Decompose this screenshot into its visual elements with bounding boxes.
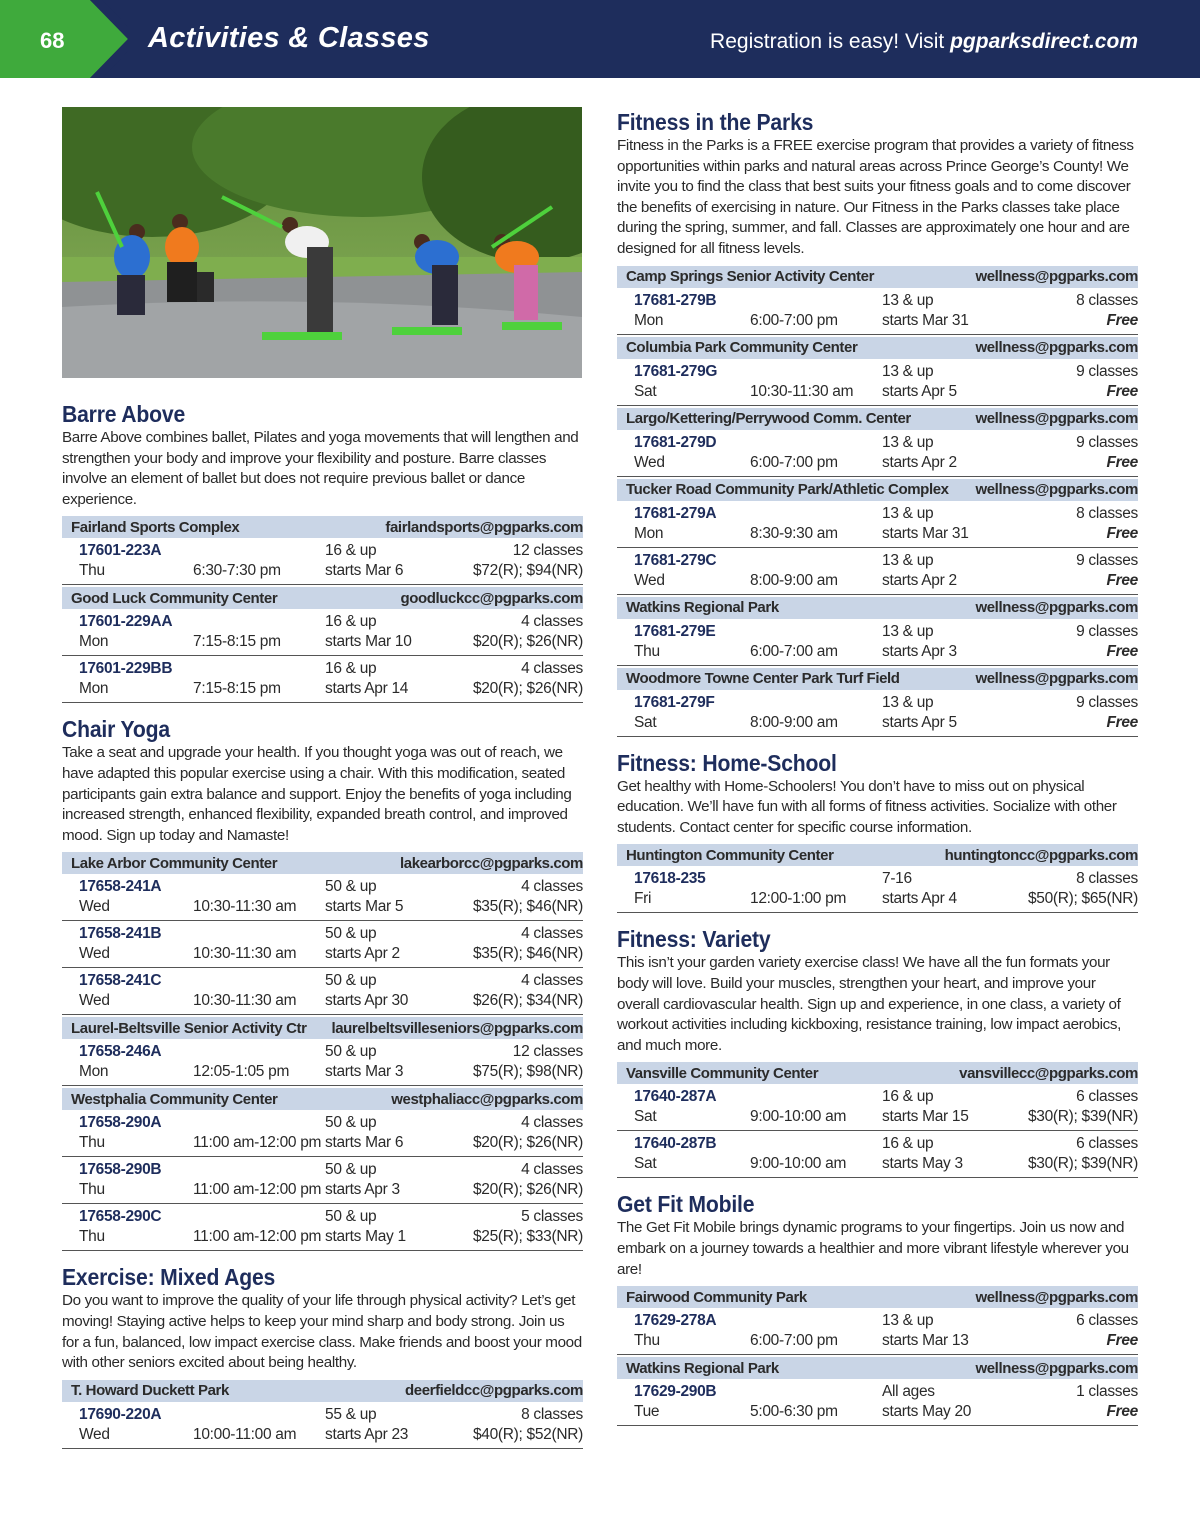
class-row: [62, 968, 583, 1015]
class-fee: Free: [1106, 571, 1138, 589]
class-time: 9:00-10:00 am: [750, 1155, 847, 1173]
class-time: 10:30-11:30 am: [193, 898, 297, 916]
location-bar: [617, 1286, 1138, 1308]
class-start-date: starts Mar 31: [882, 311, 969, 329]
location-email-link[interactable]: laurelbeltsvilleseniors@pgparks.com: [331, 1019, 583, 1037]
location-bar: [617, 668, 1138, 690]
class-day: Mon: [634, 311, 664, 329]
location-email-link[interactable]: wellness@pgparks.com: [975, 670, 1138, 688]
page-number: 68: [40, 28, 65, 53]
class-code: 17601-229AA: [79, 613, 173, 631]
class-fee: $35(R); $46(NR): [472, 898, 583, 916]
activity-section: [62, 1263, 583, 1448]
location-email-link[interactable]: wellness@pgparks.com: [975, 339, 1138, 357]
class-count: 9 classes: [1076, 362, 1138, 380]
activity-section: [62, 400, 583, 703]
class-age-range: 13 & up: [882, 622, 934, 640]
class-day: Wed: [634, 571, 665, 589]
location-bar: [617, 337, 1138, 359]
class-row: [617, 1379, 1138, 1426]
class-age-range: 13 & up: [882, 551, 934, 569]
class-code: 17658-241B: [79, 925, 162, 943]
class-fee: $20(R); $26(NR): [472, 1134, 583, 1152]
class-day: Sat: [634, 1155, 657, 1173]
class-start-date: starts Mar 13: [882, 1332, 969, 1350]
location-bar: [617, 1062, 1138, 1084]
class-time: 6:00-7:00 pm: [750, 453, 838, 471]
class-day: Thu: [634, 642, 660, 660]
activity-title: Chair Yoga: [62, 716, 170, 743]
location-bar: [617, 408, 1138, 430]
location-email-link[interactable]: huntingtoncc@pgparks.com: [944, 846, 1138, 864]
class-start-date: starts Apr 5: [882, 713, 957, 731]
class-fee: Free: [1106, 524, 1138, 542]
location-bar: [617, 1357, 1138, 1379]
class-row: [62, 921, 583, 968]
class-count: 4 classes: [521, 660, 583, 678]
class-start-date: starts May 20: [882, 1403, 972, 1421]
class-fee: $20(R); $26(NR): [472, 1181, 583, 1199]
class-count: 4 classes: [521, 878, 583, 896]
location-name: Good Luck Community Center: [71, 589, 278, 607]
class-count: 8 classes: [1076, 291, 1138, 309]
class-row: [62, 1204, 583, 1251]
location-bar: [62, 1088, 583, 1110]
location-name: Huntington Community Center: [626, 846, 834, 864]
class-fee: Free: [1106, 311, 1138, 329]
class-row: [617, 548, 1138, 595]
location-name: Tucker Road Community Park/Athletic Complex: [626, 481, 949, 499]
class-age-range: 16 & up: [882, 1088, 934, 1106]
class-fee: Free: [1106, 453, 1138, 471]
class-age-range: 16 & up: [882, 1135, 934, 1153]
location-bar: [617, 266, 1138, 288]
class-count: 8 classes: [521, 1405, 583, 1423]
class-day: Wed: [79, 1425, 110, 1443]
left-column: [62, 107, 583, 1461]
class-row: [617, 430, 1138, 477]
class-code: 17681-279F: [634, 693, 715, 711]
class-day: Mon: [79, 633, 109, 651]
class-fee: $30(R); $39(NR): [1027, 1155, 1138, 1173]
class-count: 1 classes: [1076, 1383, 1138, 1401]
activity-title: Fitness: Variety: [617, 926, 771, 953]
activity-title: Fitness in the Parks: [617, 109, 814, 135]
class-day: Fri: [634, 890, 652, 908]
location-email-link[interactable]: wellness@pgparks.com: [975, 268, 1138, 286]
activity-section: [617, 925, 1138, 1178]
class-start-date: starts Apr 4: [882, 890, 957, 908]
class-age-range: 50 & up: [325, 1114, 377, 1132]
class-day: Thu: [79, 1134, 105, 1152]
class-count: 4 classes: [521, 1114, 583, 1132]
class-start-date: starts Apr 23: [325, 1425, 409, 1443]
class-row: [62, 656, 583, 703]
class-start-date: starts Apr 3: [882, 642, 957, 660]
class-start-date: starts Apr 2: [882, 571, 957, 589]
class-code: 17601-229BB: [79, 660, 173, 678]
class-code: 17658-241C: [79, 972, 162, 990]
activity-description: Do you want to improve the quality of your life through physical activity? Let’s get moving! Staying active helps to keep your mind sharp and body strong. Join us for a fun, balanced, low impact exercise class. Make friends and boost your mood with other seniors excited about being healthy.: [62, 1292, 582, 1372]
location-name: Camp Springs Senior Activity Center: [626, 268, 875, 286]
class-fee: $30(R); $39(NR): [1027, 1108, 1138, 1126]
class-day: Mon: [79, 680, 109, 698]
class-row: [617, 359, 1138, 406]
activity-description: Barre Above combines ballet, Pilates and yoga movements that will lengthen and strengthen your body and improve your flexibility and posture. Barre classes involve an element of ballet but does not require previous ballet or dance experience.: [62, 429, 579, 508]
class-start-date: starts Mar 3: [325, 1063, 404, 1081]
location-email-link[interactable]: wellness@pgparks.com: [975, 1288, 1138, 1306]
class-start-date: starts Mar 15: [882, 1108, 969, 1126]
activity-description: Take a seat and upgrade your health. If you thought yoga was out of reach, we have adapted this popular exercise using a chair. With this modification, seated participants gain extra balance and support. Enjoy the benefits of yoga including increased strength, enhanced flexibility, expanded breath control, and improved mood. Sign up today and Namaste!: [62, 744, 572, 844]
class-code: 17658-241A: [79, 878, 162, 896]
left-activities: [62, 400, 583, 1449]
location-bar: [62, 1380, 583, 1402]
location-name: Largo/Kettering/Perrywood Comm. Center: [626, 410, 911, 428]
location-bar: [617, 597, 1138, 619]
class-time: 5:00-6:30 pm: [750, 1403, 838, 1421]
activity-section: [617, 1190, 1138, 1426]
class-day: Wed: [634, 453, 665, 471]
class-count: 5 classes: [521, 1208, 583, 1226]
location-bar: [62, 852, 583, 874]
class-day: Thu: [634, 1332, 660, 1350]
class-code: 17618-235: [634, 870, 706, 888]
section-title: Activities & Classes: [148, 22, 430, 54]
class-start-date: starts May 3: [882, 1155, 963, 1173]
activity-title: Fitness: Home-School: [617, 749, 837, 776]
class-row: [617, 619, 1138, 666]
class-start-date: starts Apr 2: [325, 945, 400, 963]
class-time: 10:30-11:30 am: [750, 382, 854, 400]
class-time: 8:00-9:00 am: [750, 571, 838, 589]
class-count: 12 classes: [512, 1043, 583, 1061]
class-time: 6:30-7:30 pm: [193, 562, 281, 580]
class-time: 12:00-1:00 pm: [750, 890, 847, 908]
activity-section: [62, 715, 583, 1251]
class-fee: $40(R); $52(NR): [472, 1425, 583, 1443]
class-time: 12:05-1:05 pm: [193, 1063, 290, 1081]
class-time: 7:15-8:15 pm: [193, 633, 281, 651]
location-name: Woodmore Towne Center Park Turf Field: [626, 670, 900, 688]
right-activities: [617, 108, 1138, 1426]
class-fee: $25(R); $33(NR): [472, 1228, 583, 1246]
location-email-link[interactable]: vansvillecc@pgparks.com: [959, 1064, 1138, 1082]
page-header: [0, 0, 1200, 78]
class-time: 10:30-11:30 am: [193, 992, 297, 1010]
location-name: Watkins Regional Park: [626, 1359, 779, 1377]
class-row: [617, 288, 1138, 335]
class-code: 17681-279B: [634, 291, 717, 309]
class-time: 11:00 am-12:00 pm: [193, 1228, 322, 1246]
class-row: [62, 1110, 583, 1157]
class-day: Tue: [634, 1403, 660, 1421]
location-name: Columbia Park Community Center: [626, 339, 858, 357]
activity-description: Fitness in the Parks is a FREE exercise program that provides a variety of fitness opportunities within parks and natural areas across Prince George’s County! We invite you to find the class that best suits your fitness goals and to come discover the benefits of exercising in nature. Our Fitness in the Parks classes take place during the spring, summer, and fall. Classes are approximately one hour and are designed for all fitness levels.: [617, 137, 1134, 257]
class-row: [617, 1084, 1138, 1131]
class-row: [62, 538, 583, 585]
location-bar: [62, 587, 583, 609]
class-time: 6:00-7:00 pm: [750, 1332, 838, 1350]
class-day: Thu: [79, 1228, 105, 1246]
class-time: 11:00 am-12:00 pm: [193, 1134, 322, 1152]
class-code: 17690-220A: [79, 1405, 162, 1423]
exercise-class-photo: [62, 107, 582, 378]
class-age-range: 16 & up: [325, 660, 377, 678]
class-time: 8:30-9:30 am: [750, 524, 838, 542]
class-age-range: 13 & up: [882, 433, 934, 451]
activity-title: Exercise: Mixed Ages: [62, 1264, 276, 1291]
class-day: Mon: [634, 524, 664, 542]
location-name: Westphalia Community Center: [71, 1090, 278, 1108]
class-time: 10:00-11:00 am: [193, 1425, 297, 1443]
class-start-date: starts Mar 6: [325, 1134, 404, 1152]
activity-section: [617, 108, 1138, 737]
class-row: [62, 1039, 583, 1086]
class-start-date: starts Mar 6: [325, 562, 404, 580]
class-day: Wed: [79, 898, 110, 916]
class-start-date: starts Apr 3: [325, 1181, 400, 1199]
location-email-link[interactable]: lakearborcc@pgparks.com: [399, 854, 583, 872]
class-age-range: All ages: [882, 1383, 935, 1401]
class-age-range: 50 & up: [325, 1043, 377, 1061]
location-name: T. Howard Duckett Park: [71, 1382, 229, 1400]
class-start-date: starts Apr 30: [325, 992, 409, 1010]
class-start-date: starts Mar 5: [325, 898, 404, 916]
location-bar: [62, 1017, 583, 1039]
class-count: 4 classes: [521, 925, 583, 943]
class-age-range: 7-16: [882, 870, 912, 888]
class-day: Thu: [79, 1181, 105, 1199]
class-start-date: starts May 1: [325, 1228, 406, 1246]
class-age-range: 50 & up: [325, 925, 377, 943]
class-day: Sat: [634, 382, 657, 400]
class-time: 6:00-7:00 am: [750, 642, 838, 660]
class-code: 17629-290B: [634, 1383, 717, 1401]
class-age-range: 13 & up: [882, 362, 934, 380]
location-name: Lake Arbor Community Center: [71, 854, 278, 872]
class-age-range: 13 & up: [882, 1312, 934, 1330]
activity-description: This isn’t your garden variety exercise class! We have all the fun formats your body will love. Build your muscles, strengthen your heart, and improve your overall cardiovascular health. Sign up and experience, in one class, a variety of workout activities including kickboxing, resistance training, low impact aerobics, and much more.: [617, 954, 1121, 1054]
class-time: 6:00-7:00 pm: [750, 311, 838, 329]
location-name: Laurel-Beltsville Senior Activity Ctr: [71, 1019, 307, 1037]
class-row: [62, 1402, 583, 1449]
class-fee: $20(R); $26(NR): [472, 633, 583, 651]
class-fee: Free: [1106, 1332, 1138, 1350]
registration-prefix: Registration is easy! Visit: [710, 30, 951, 53]
class-code: 17681-279G: [634, 362, 718, 380]
class-age-range: 50 & up: [325, 878, 377, 896]
class-code: 17681-279C: [634, 551, 717, 569]
location-name: Watkins Regional Park: [626, 599, 779, 617]
class-start-date: starts Mar 10: [325, 633, 412, 651]
class-day: Wed: [79, 992, 110, 1010]
location-email-link[interactable]: wellness@pgparks.com: [975, 1359, 1138, 1377]
class-row: [617, 501, 1138, 548]
class-count: 9 classes: [1076, 693, 1138, 711]
class-count: 9 classes: [1076, 551, 1138, 569]
class-age-range: 13 & up: [882, 504, 934, 522]
class-age-range: 16 & up: [325, 613, 377, 631]
class-code: 17681-279D: [634, 433, 717, 451]
location-email-link[interactable]: westphaliacc@pgparks.com: [391, 1090, 583, 1108]
location-email-link[interactable]: wellness@pgparks.com: [975, 481, 1138, 499]
class-count: 9 classes: [1076, 622, 1138, 640]
class-count: 4 classes: [521, 613, 583, 631]
location-email-link[interactable]: wellness@pgparks.com: [975, 410, 1138, 428]
class-day: Sat: [634, 713, 657, 731]
class-time: 7:15-8:15 pm: [193, 680, 281, 698]
class-day: Wed: [79, 945, 110, 963]
class-count: 8 classes: [1076, 504, 1138, 522]
location-bar: [617, 479, 1138, 501]
registration-link[interactable]: pgparksdirect.com: [950, 30, 1138, 53]
activity-description: Get healthy with Home-Schoolers! You don’t have to miss out on physical education. We’ll have fun with all forms of fitness activities. Socialize with other students. Contact center for specific course information.: [617, 777, 1117, 836]
class-count: 12 classes: [512, 542, 583, 560]
class-code: 17601-223A: [79, 542, 162, 560]
class-count: 9 classes: [1076, 433, 1138, 451]
class-age-range: 55 & up: [325, 1405, 377, 1423]
class-code: 17640-287A: [634, 1088, 717, 1106]
class-fee: $20(R); $26(NR): [472, 680, 583, 698]
class-code: 17681-279E: [634, 622, 716, 640]
class-code: 17658-290C: [79, 1208, 162, 1226]
class-count: 6 classes: [1076, 1088, 1138, 1106]
class-start-date: starts Apr 2: [882, 453, 957, 471]
class-fee: Free: [1106, 382, 1138, 400]
class-count: 6 classes: [1076, 1135, 1138, 1153]
location-name: Fairland Sports Complex: [71, 518, 240, 536]
activity-title: Barre Above: [62, 401, 186, 427]
class-day: Mon: [79, 1063, 109, 1081]
class-count: 8 classes: [1076, 870, 1138, 888]
class-age-range: 50 & up: [325, 972, 377, 990]
class-start-date: starts Mar 31: [882, 524, 969, 542]
class-code: 17658-290A: [79, 1114, 162, 1132]
class-fee: Free: [1106, 642, 1138, 660]
location-email-link[interactable]: deerfieldcc@pgparks.com: [405, 1382, 583, 1400]
registration-banner: [710, 30, 1138, 54]
activity-title: Get Fit Mobile: [617, 1191, 755, 1218]
class-fee: $72(R); $94(NR): [472, 562, 583, 580]
class-fee: $26(R); $34(NR): [472, 992, 583, 1010]
class-count: 4 classes: [521, 1161, 583, 1179]
location-email-link[interactable]: wellness@pgparks.com: [975, 599, 1138, 617]
class-fee: $35(R); $46(NR): [472, 945, 583, 963]
class-code: 17681-279A: [634, 504, 717, 522]
class-row: [62, 1157, 583, 1204]
class-count: 4 classes: [521, 972, 583, 990]
activity-section: [617, 749, 1138, 914]
class-age-range: 13 & up: [882, 693, 934, 711]
class-row: [617, 866, 1138, 913]
class-time: 9:00-10:00 am: [750, 1108, 847, 1126]
class-fee: Free: [1106, 713, 1138, 731]
class-time: 8:00-9:00 am: [750, 713, 838, 731]
location-email-link[interactable]: goodluckcc@pgparks.com: [400, 589, 583, 607]
location-email-link[interactable]: fairlandsports@pgparks.com: [385, 518, 583, 536]
class-time: 11:00 am-12:00 pm: [193, 1181, 322, 1199]
class-code: 17658-246A: [79, 1043, 162, 1061]
class-day: Sat: [634, 1108, 657, 1126]
class-age-range: 50 & up: [325, 1161, 377, 1179]
location-bar: [62, 516, 583, 538]
right-column: [617, 108, 1138, 1438]
class-fee: Free: [1106, 1403, 1138, 1421]
class-age-range: 50 & up: [325, 1208, 377, 1226]
class-age-range: 13 & up: [882, 291, 934, 309]
class-row: [617, 1131, 1138, 1178]
class-day: Thu: [79, 562, 105, 580]
class-start-date: starts Apr 14: [325, 680, 409, 698]
class-time: 10:30-11:30 am: [193, 945, 297, 963]
class-code: 17629-278A: [634, 1312, 717, 1330]
location-name: Fairwood Community Park: [626, 1288, 807, 1306]
class-row: [62, 609, 583, 656]
class-row: [617, 690, 1138, 737]
class-fee: $50(R); $65(NR): [1027, 890, 1138, 908]
class-row: [62, 874, 583, 921]
location-bar: [617, 844, 1138, 866]
class-count: 6 classes: [1076, 1312, 1138, 1330]
class-row: [617, 1308, 1138, 1355]
class-fee: $75(R); $98(NR): [472, 1063, 583, 1081]
class-start-date: starts Apr 5: [882, 382, 957, 400]
activity-description: The Get Fit Mobile brings dynamic programs to your fingertips. Join us now and embark on a journey towards a healthier and more vibrant lifestyle wherever you are!: [617, 1219, 1129, 1278]
class-code: 17658-290B: [79, 1161, 162, 1179]
class-code: 17640-287B: [634, 1135, 717, 1153]
class-age-range: 16 & up: [325, 542, 377, 560]
location-name: Vansville Community Center: [626, 1064, 819, 1082]
